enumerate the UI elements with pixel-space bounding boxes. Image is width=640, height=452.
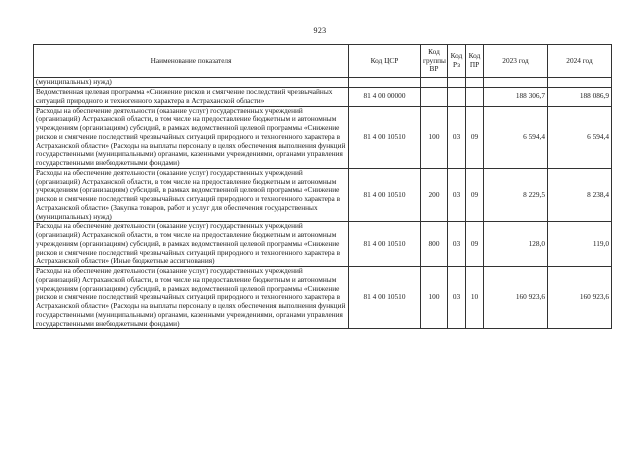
cell-2023 xyxy=(484,78,548,88)
cell-2024: 188 086,9 xyxy=(548,88,612,107)
table-header-row xyxy=(34,45,612,78)
cell-2023: 128,0 xyxy=(484,222,548,267)
cell-2023: 160 923,6 xyxy=(484,267,548,329)
cell-pr xyxy=(466,78,484,88)
cell-2024: 160 923,6 xyxy=(548,267,612,329)
table-row xyxy=(34,168,612,222)
cell-pr: 09 xyxy=(466,106,484,168)
cell-vr: 800 xyxy=(421,222,448,267)
cell-rz: 03 xyxy=(448,106,466,168)
cell-2024: 8 238,4 xyxy=(548,168,612,222)
cell-csr: 81 4 00 10510 xyxy=(349,168,421,222)
header-vr: Код группы ВР xyxy=(421,45,448,78)
cell-pr: 09 xyxy=(466,168,484,222)
budget-table xyxy=(33,44,612,329)
cell-rz xyxy=(448,88,466,107)
cell-name: Расходы на обеспечение деятельности (оказание услуг) государственных учреждений (организаций) Астраханской области, в том числе на предоставление бюджетным и автономным учреждениям (организациям) субсидий, в рамках ведомственной целевой программы «Снижение рисков и смягчение последствий чрезвычайных ситуаций природного и техногенного характера в Астраханской области» (Закупка товаров, работ и услуг для обеспечения государственных (муниципальных) нужд) xyxy=(34,168,349,222)
cell-pr: 10 xyxy=(466,267,484,329)
cell-2024: 6 594,4 xyxy=(548,106,612,168)
cell-2024: 119,0 xyxy=(548,222,612,267)
table-row xyxy=(34,78,612,88)
cell-name: Расходы на обеспечение деятельности (оказание услуг) государственных учреждений (организаций) Астраханской области, в том числе на предоставление бюджетным и автономным учреждениям (организациям) субсидий, в рамках ведомственной целевой программы «Снижение рисков и смягчение последствий чрезвычайных ситуаций природного и техногенного характера в Астраханской области» (Иные бюджетные ассигнования) xyxy=(34,222,349,267)
cell-rz: 03 xyxy=(448,168,466,222)
header-2023: 2023 год xyxy=(484,45,548,78)
cell-csr: 81 4 00 10510 xyxy=(349,267,421,329)
cell-name: Расходы на обеспечение деятельности (оказание услуг) государственных учреждений (организаций) Астраханской области, в том числе на предоставление бюджетным и автономным учреждениям (организациям) субсидий, в рамках ведомственной целевой программы «Снижение рисков и смягчение последствий чрезвычайных ситуаций природного и техногенного характера в Астраханской области» (Расходы на выплаты персоналу в целях обеспечения выполнения функций государственными (муниципальными) органами, казенными учреждениями, органами управления государственными внебюджетными фондами) xyxy=(34,106,349,168)
cell-2023: 8 229,5 xyxy=(484,168,548,222)
cell-csr: 81 4 00 10510 xyxy=(349,222,421,267)
header-2024: 2024 год xyxy=(548,45,612,78)
cell-csr: 81 4 00 10510 xyxy=(349,106,421,168)
cell-vr xyxy=(421,78,448,88)
page-number: 923 xyxy=(313,26,327,35)
cell-vr: 100 xyxy=(421,267,448,329)
cell-name: Ведомственная целевая программа «Снижение рисков и смягчение последствий чрезвычайных ситуаций природного и техногенного характера в Астраханской области» xyxy=(34,88,349,107)
cell-pr xyxy=(466,88,484,107)
cell-rz: 03 xyxy=(448,267,466,329)
cell-vr: 200 xyxy=(421,168,448,222)
cell-vr: 100 xyxy=(421,106,448,168)
cell-2023: 6 594,4 xyxy=(484,106,548,168)
cell-csr xyxy=(349,78,421,88)
table-row xyxy=(34,222,612,267)
cell-vr xyxy=(421,88,448,107)
table-row xyxy=(34,106,612,168)
header-rz: Код Рз xyxy=(448,45,466,78)
cell-csr: 81 4 00 00000 xyxy=(349,88,421,107)
cell-rz: 03 xyxy=(448,222,466,267)
cell-rz xyxy=(448,78,466,88)
cell-2023: 188 306,7 xyxy=(484,88,548,107)
table-row xyxy=(34,88,612,107)
header-pr: Код ПР xyxy=(466,45,484,78)
cell-name: (муниципальных) нужд) xyxy=(34,78,349,88)
cell-2024 xyxy=(548,78,612,88)
header-name: Наименование показателя xyxy=(34,45,349,78)
table-row xyxy=(34,267,612,329)
cell-pr: 09 xyxy=(466,222,484,267)
cell-name: Расходы на обеспечение деятельности (оказание услуг) государственных учреждений (организаций) Астраханской области, в том числе на предоставление бюджетным и автономным учреждениям (организациям) субсидий, в рамках ведомственной целевой программы «Снижение рисков и смягчение последствий чрезвычайных ситуаций природного и техногенного характера в Астраханской области» (Расходы на выплаты персоналу в целях обеспечения выполнения функций государственными (муниципальными) органами, казенными учреждениями, органами управления государственными внебюджетными фондами) xyxy=(34,267,349,329)
header-csr: Код ЦСР xyxy=(349,45,421,78)
